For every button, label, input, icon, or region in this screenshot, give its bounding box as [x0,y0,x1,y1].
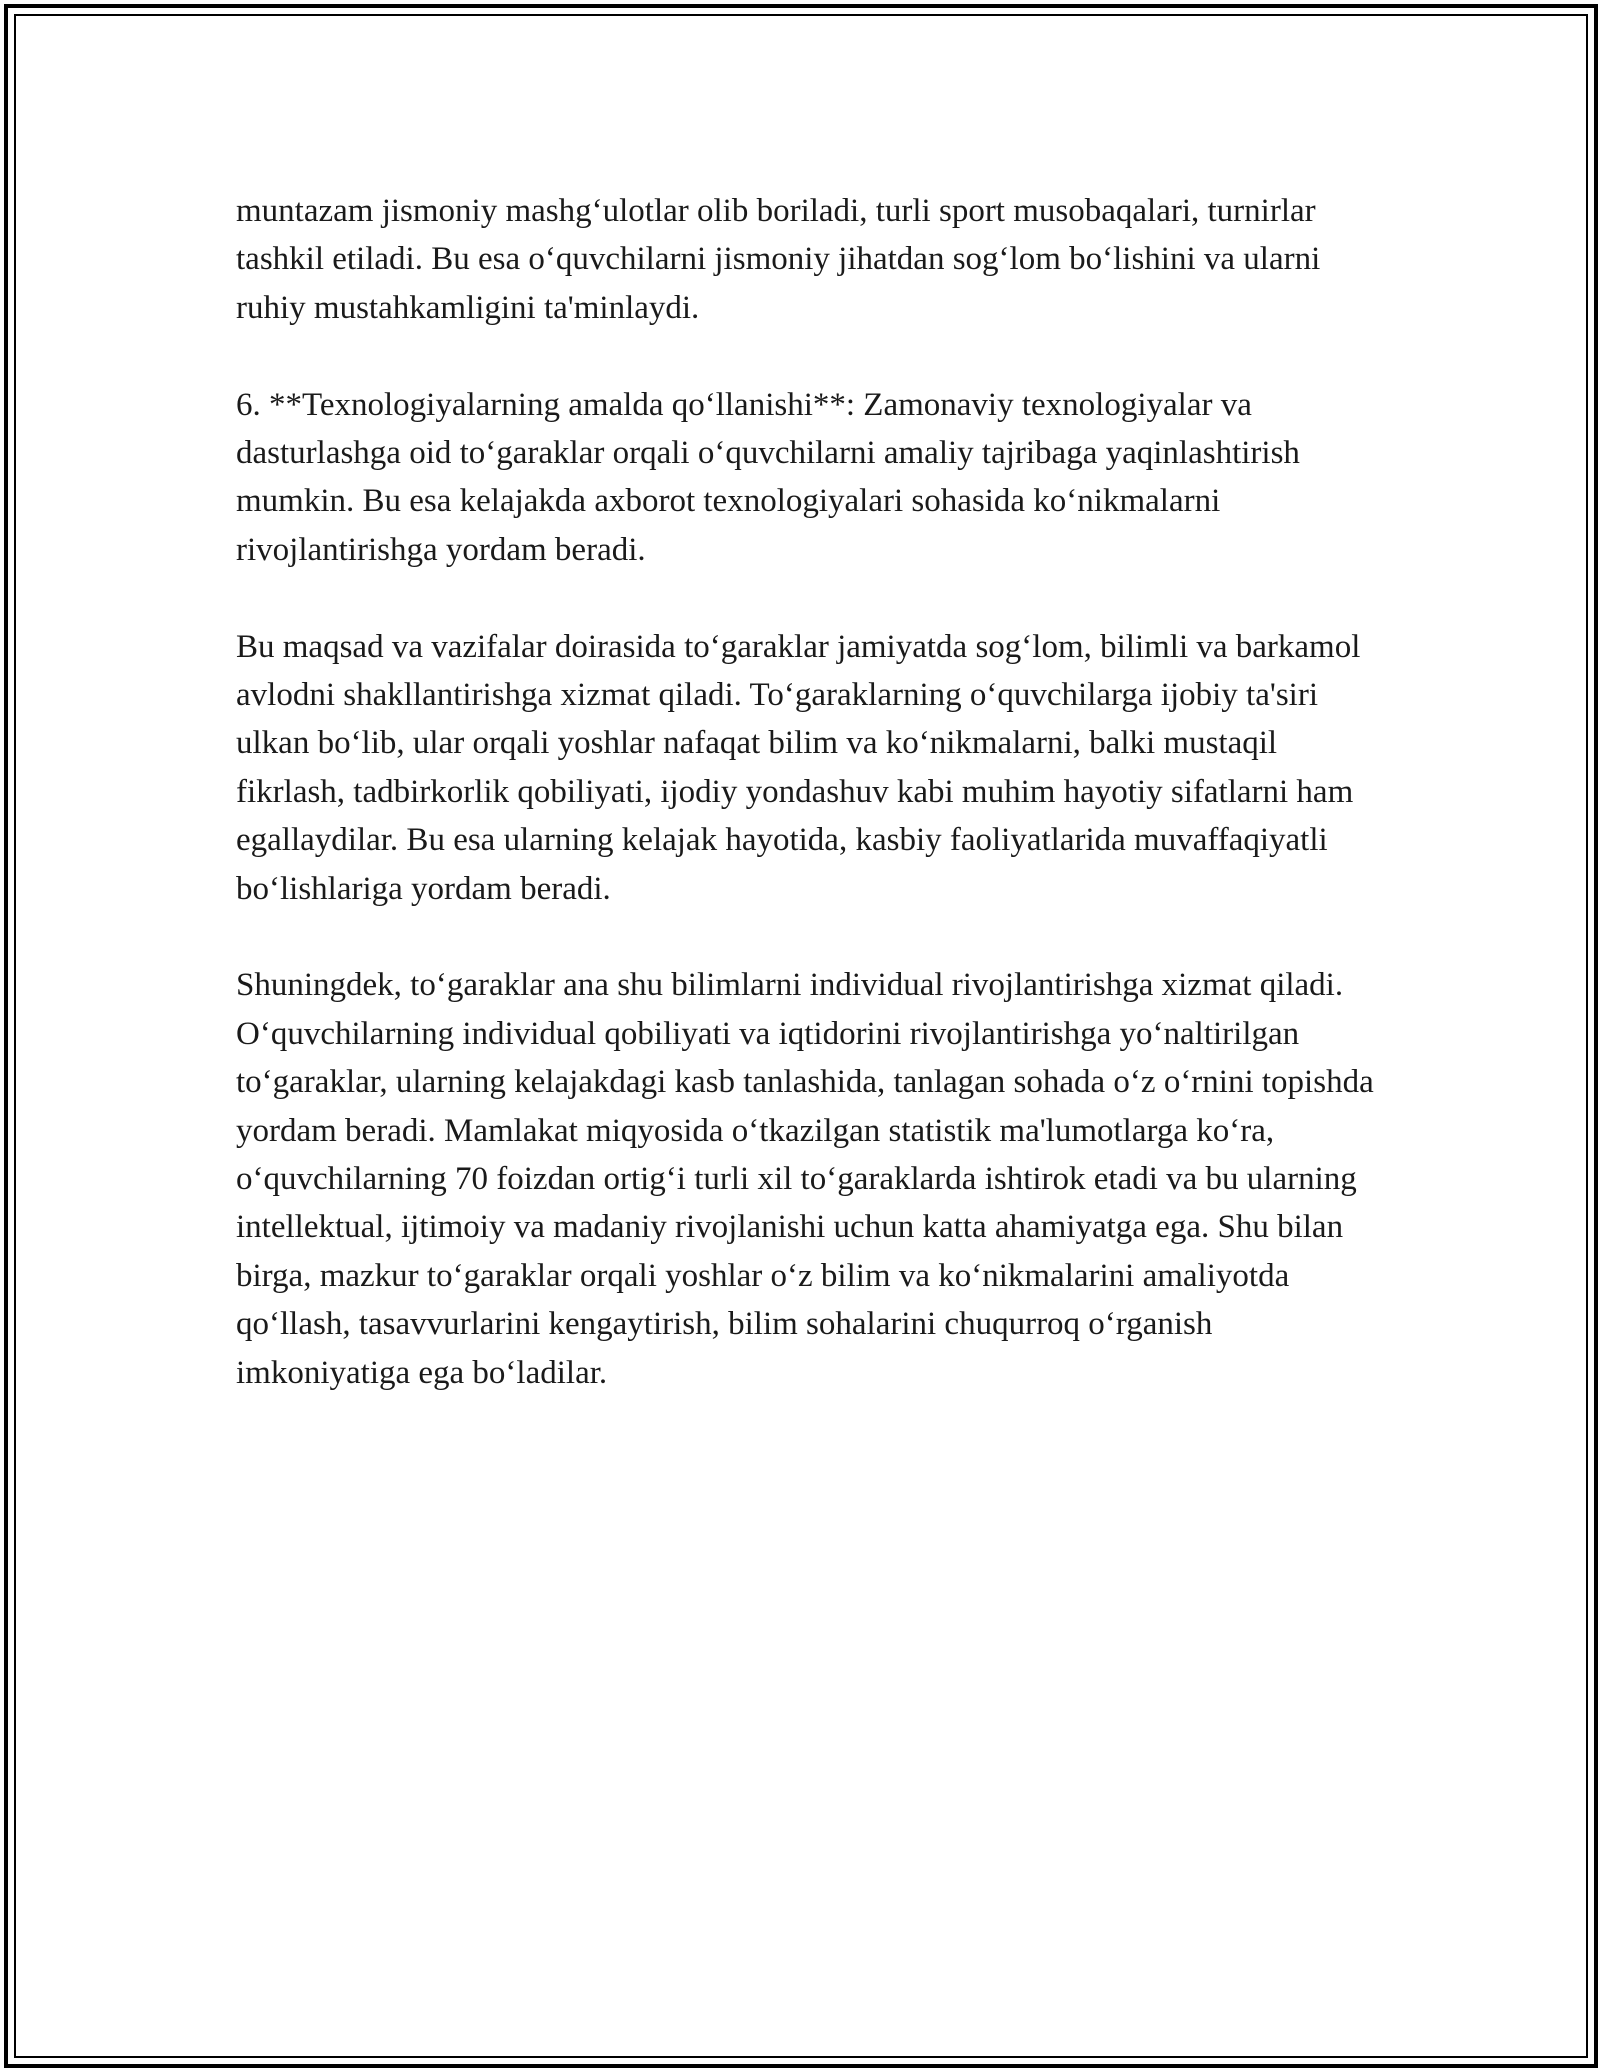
paragraph-technology: 6. **Texnologiyalarning amalda qo‘llanishi**: Zamonaviy texnologiyalar va dasturlashga oid to‘garaklar orqali o‘quvchilarni amaliy tajribaga yaqinlashtirish mumkin. Bu esa kelajakda axborot texnologiyalari sohasida ko‘nikmalarni rivojlantirishga yordam beradi. [236,386,1300,568]
paragraph-goals: Bu maqsad va vazifalar doirasida to‘garaklar jamiyatda sog‘lom, bilimli va barkamol avlodni shakllantirishga xizmat qiladi. To‘garaklarning o‘quvchilarga ijobiy ta'siri ulkan bo‘lib, ular orqali yoshlar nafaqat bilim va ko‘nikmalarni, balki mustaqil fikrlash, tadbirkorlik qobiliyati, ijodiy yondashuv kabi muhim hayotiy sifatlarni ham egallaydilar. Bu esa ularning kelajak hayotida, kasbiy faoliyatlarida muvaffaqiyatli bo‘lishlariga yordam beradi. [236,628,1361,907]
paragraph-sports: muntazam jismoniy mashg‘ulotlar olib boriladi, turli sport musobaqalari, turnirlar tashkil etiladi. Bu esa o‘quvchilarni jismoniy jihatdan sog‘lom bo‘lishini va ularni ruhiy mustahkamligini ta'minlaydi. [236,193,1321,326]
paragraph-individual-development: Shuningdek, to‘garaklar ana shu bilimlarni individual rivojlantirishga xizmat qiladi. O‘quvchilarning individual qobiliyati va iqtidorini rivojlantirishga yo‘naltirilgan to‘garaklar, ularning kelajakdagi kasb tanlashida, tanlagan sohada o‘z o‘rnini topishda yordam beradi. Mamlakat miqyosida o‘tkazilgan statistik ma'lumotlarga ko‘ra, o‘quvchilarning 70 foizdan ortig‘i turli xil to‘garaklarda ishtirok etadi va bu ularning intellektual, ijtimoiy va madaniy rivojlanishi uchun katta ahamiyatga ega. Shu bilan birga, mazkur to‘garaklar orqali yoshlar o‘z bilim va ko‘nikmalarini amaliyotda qo‘llash, tasavvurlarini kengaytirish, bilim sohalarini chuqurroq o‘rganish imkoniyatiga ega bo‘ladilar. [236,967,1374,1391]
document-body [236,187,1376,1446]
